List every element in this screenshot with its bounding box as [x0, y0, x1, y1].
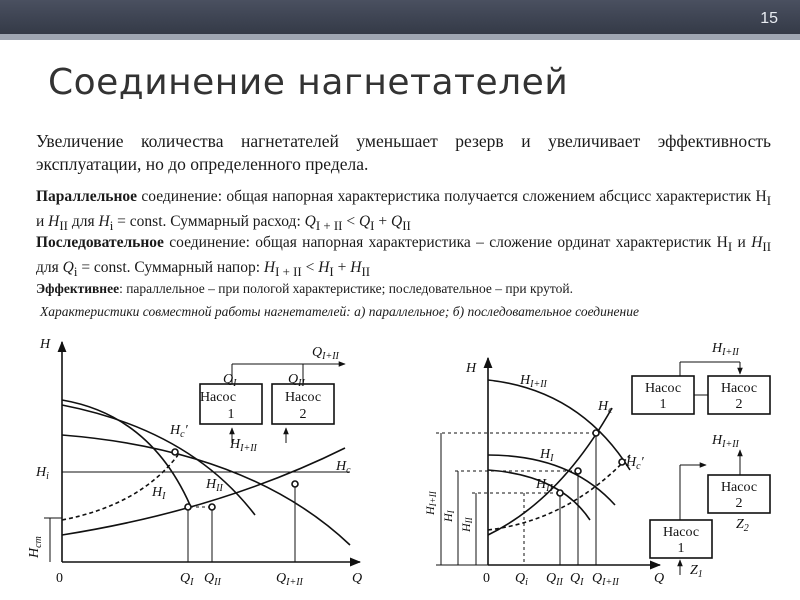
tick-qi-b: $Q_i$ [515, 571, 528, 588]
intro-text: Увеличение количества нагнетателей уменьшает резерв и увеличивает эффективность эксплуатации, но до определенного предела. [36, 131, 771, 174]
label-q12-top-a: $Q_{I+II}$ [312, 345, 339, 362]
pump1-text-a: Насос [199, 390, 237, 405]
tick-q2-a: $Q_{II}$ [204, 571, 221, 588]
tick-q2-b: $Q_{II}$ [546, 571, 563, 588]
diagram-serial [436, 358, 770, 575]
serial-text: соединение: общая напорная характеристика – сложение ординат характеристик H [163, 234, 728, 251]
dim-label-h1-b: HI [441, 510, 456, 522]
label-origin-b: 0 [483, 571, 490, 586]
label-h12-b: $H_{I+II}$ [520, 373, 547, 390]
label-hi-a: $H_i$ [36, 465, 49, 482]
slide-title: Соединение нагнетателей [48, 62, 569, 103]
parallel-term: Параллельное [36, 188, 138, 205]
pump1-num-a: 1 [227, 407, 235, 422]
pump1-text-b: Насос [644, 381, 682, 396]
label-hc-b: $H_c$ [598, 399, 613, 416]
pump1-num-b: 1 [659, 397, 667, 412]
label-h12-a: $H_{I+II}$ [230, 437, 257, 454]
label-h2-b: $H_{II}$ [536, 477, 553, 494]
figure-caption: Характеристики совместной работы нагнетателей: а) параллельное; б) последовательное соединение [40, 304, 639, 319]
point-hc-b [593, 430, 599, 436]
serial-formula: Суммарный напор: $H_{I + II} < H_I + H_{II}$ [134, 259, 371, 280]
serial-paragraph: Последовательное соединение: общая напорная характеристика – сложение ординат характеристик $H_I$ и $H_{II}$ для $Q_i$ = const. Суммарный напор: $H_{I + II} < H_I + H_{II}$ [36, 234, 772, 280]
label-hc-a: $H_c$ [336, 459, 351, 476]
point-h1-b [575, 468, 581, 474]
tick-q1-b: $Q_I$ [570, 571, 584, 588]
point-q12-a [292, 481, 298, 487]
label-z2-b: $Z_2$ [736, 517, 749, 534]
label-h2-a: $H_{II}$ [206, 477, 223, 494]
diagram-parallel [44, 342, 360, 562]
label-h12-serial-b: $H_{I+II}$ [712, 433, 739, 450]
label-q1-box-a: $Q_I$ [223, 372, 237, 389]
label-hst-a: $H_{ст}$ [27, 536, 44, 558]
point-hc-prime-b [619, 459, 625, 465]
pump1b-text-b: Насос [662, 525, 700, 540]
pump2-text-b: Насос [720, 381, 758, 396]
slide-number: 15 [760, 10, 778, 27]
point-q2-a [209, 504, 215, 510]
label-q-b: Q [654, 571, 665, 586]
label-z1-b: $Z_1$ [690, 563, 703, 580]
tick-q12-a: $Q_{I+II}$ [276, 571, 303, 588]
pump2b-num-b: 2 [735, 496, 743, 511]
tick-q12-b: $Q_{I+II}$ [592, 571, 619, 588]
dim-label-h12-b: HI+II [423, 491, 438, 515]
point-q1-a [185, 504, 191, 510]
tick-q1-a: $Q_I$ [180, 571, 194, 588]
point-hc-prime-a [172, 449, 178, 455]
label-h1-b: $H_I$ [540, 447, 554, 464]
point-h2-b [557, 490, 563, 496]
pump2-num-a: 2 [299, 407, 307, 422]
label-hc-prime-b: $H_c'$ [626, 455, 644, 472]
pump2b-text-b: Насос [720, 480, 758, 495]
label-h-a: H [40, 337, 51, 352]
label-origin-a: 0 [56, 571, 63, 586]
pump2-text-a: Насос [284, 390, 322, 405]
label-h1-a: $H_I$ [152, 485, 166, 502]
label-hc-prime-a: $H_c'$ [170, 423, 188, 440]
label-q-a: Q [352, 571, 363, 586]
effective-text: : параллельное – при пологой характеристике; последовательное – при крутой. [119, 281, 573, 296]
label-h-b: H [466, 361, 477, 376]
pump2-num-b: 2 [735, 397, 743, 412]
dim-label-h2-b: HII [459, 517, 474, 532]
label-h12-top-b: $H_{I+II}$ [712, 341, 739, 358]
diagram-parallel-labels [27, 337, 362, 588]
serial-term: Последовательное [36, 234, 164, 251]
effective-term: Эффективнее [36, 281, 120, 296]
parallel-formula: Суммарный расход: $Q_{I + II} < Q_I + Q_{II}$ [170, 213, 411, 234]
pump1b-num-b: 1 [677, 541, 685, 556]
label-q2-box-a: $Q_{II}$ [288, 372, 305, 389]
parallel-text: соединение: общая напорная характеристика получается сложением абсцисс характеристик H [137, 188, 767, 205]
parallel-paragraph: Параллельное соединение: общая напорная характеристика получается сложением абсцисс характеристик $H_I$ и $H_{II}$ для $H_i$ = const. Суммарный расход: $Q_{I + II} < Q_I + Q_{II}$ [36, 188, 771, 234]
